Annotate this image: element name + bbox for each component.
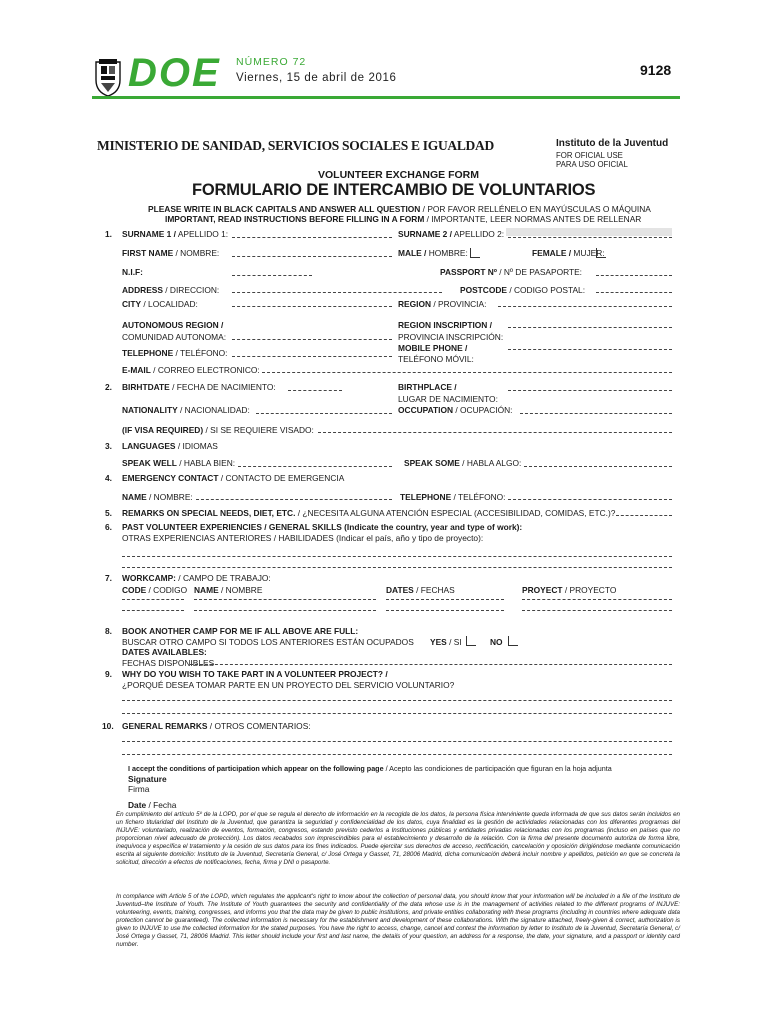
section-number-6: 6.	[105, 522, 112, 532]
date-label: Date / Fecha	[128, 800, 177, 810]
section-number-9: 9.	[105, 669, 112, 679]
general-remarks-line-2[interactable]	[122, 754, 672, 755]
signature-label: Signature	[128, 774, 167, 784]
official-use-es: PARA USO OFICIAL	[556, 160, 628, 169]
surname1-field[interactable]	[232, 237, 392, 238]
why-line-2[interactable]	[122, 713, 672, 714]
remarks-label: REMARKS ON SPECIAL NEEDS, DIET, ETC. / ¿NECESITA ALGUNA ATENCIÓN ESPECIAL (ACCESIBILIDAD, COMIDAS, ETC.)?	[122, 508, 616, 518]
speakwell-label: SPEAK WELL / HABLA BIEN:	[122, 458, 236, 468]
passport-label: PASSPORT Nº / Nº DE PASAPORTE:	[440, 267, 583, 277]
postcode-field[interactable]	[596, 292, 672, 293]
birthplace-label-es: LUGAR DE NACIMIENTO:	[398, 394, 498, 404]
dates-header: DATES / FECHAS	[386, 585, 455, 595]
form-title-es: FORMULARIO DE INTERCAMBIO DE VOLUNTARIOS	[192, 181, 596, 199]
city-label: CITY / LOCALIDAD:	[122, 299, 198, 309]
why-label-es: ¿PORQUÉ DESEA TOMAR PARTE EN UN PROYECTO DEL SERVICIO VOLUNTARIO?	[122, 680, 455, 690]
telephone-label: TELEPHONE / TELÉFONO:	[122, 348, 228, 358]
region-inscription-label-es: PROVINCIA INSCRIPCIÓN:	[398, 332, 504, 342]
workcamp-code-field-1[interactable]	[122, 599, 184, 600]
address-label: ADDRESS / DIRECCION:	[122, 285, 220, 295]
yes-checkbox[interactable]	[466, 636, 476, 646]
section-number-7: 7.	[105, 573, 112, 583]
dates-available-label: DATES AVAILABLES:	[122, 647, 207, 657]
past-experience-line-1[interactable]	[122, 556, 672, 557]
signature-label-es: Firma	[128, 784, 150, 794]
section-number-5: 5.	[105, 508, 112, 518]
section-number-2: 2.	[105, 382, 112, 392]
occupation-label: OCCUPATION / OCUPACIÓN:	[398, 405, 513, 415]
surname2-shade	[506, 228, 672, 236]
firstname-field[interactable]	[232, 256, 392, 257]
dates-available-field[interactable]	[190, 664, 672, 665]
workcamp-name-header: NAME / NOMBRE	[194, 585, 263, 595]
region-inscription-field[interactable]	[508, 327, 672, 328]
email-field[interactable]	[262, 372, 672, 373]
occupation-field[interactable]	[520, 413, 672, 414]
workcamp-name-field-2[interactable]	[194, 610, 376, 611]
nif-label: N.I.F:	[122, 267, 143, 277]
surname1-label: SURNAME 1 / APELLIDO 1:	[122, 229, 229, 239]
workcamp-dates-field-2[interactable]	[386, 610, 504, 611]
legal-text-es: En cumplimiento del artículo 5º de la LOPD, por el que se regula el derecho de información en la recogida de los datos, la persona física interviniente queda informada de que sus datos serán incluidos en un fichero titularidad del Instituto de la Juventud, que garantiza la seguridad y confidencialidad de los datos, cuya finalidad es la gestión de actividades relacionadas con los diferentes programas del INJUVE: voluntariado, realización de eventos, formación, congresos, estando previsto cederlos a Instituciones públicas y entidades privadas relacionadas con los programas (incluso en países que no proporcionan nivel adecuado de protección). Los datos recabados son imprescindibles para el establecimiento y desarrollo de la relación. Con la firma del presente documento autoriza de forma libre, inequívoca y específica el tratamiento y la cesión de sus datos para los fines indicados. Puede ejercitar sus derechos de acceso, rectificación, cancelación y oposición dirigiéndose mediante comunicación escrita al siguiente domicilio: Instituto de la Juventud, Secretaría General, c/ José Ortega y Gasset, 71, 28006 Madrid, dicha comunicación deberá incluir nombre y apellidos, petición en que se concreta la solicitud, dirección a efectos de notificaciones, fecha, firma y DNI o pasaporte.	[116, 811, 680, 867]
visa-label: (IF VISA REQUIRED) / SI SE REQUIERE VISADO:	[122, 425, 314, 435]
autonomous-region-label-es: COMUNIDAD AUTONOMA:	[122, 332, 227, 342]
city-field[interactable]	[232, 306, 392, 307]
section-number-8: 8.	[105, 626, 112, 636]
remarks-field[interactable]	[616, 515, 672, 516]
section-number-10: 10.	[102, 721, 114, 731]
autonomous-region-label: AUTONOMOUS REGION /	[122, 320, 224, 330]
form-title-en: VOLUNTEER EXCHANGE FORM	[318, 169, 480, 181]
no-label: NO	[490, 637, 503, 647]
general-remarks-line-1[interactable]	[122, 741, 672, 742]
issue-date: Viernes, 15 de abril de 2016	[236, 72, 397, 84]
surname2-field[interactable]	[508, 237, 672, 238]
mobile-label-es: TELÉFONO MÓVIL:	[398, 354, 474, 364]
passport-field[interactable]	[596, 275, 672, 276]
female-checkbox[interactable]	[596, 248, 606, 258]
female-label: FEMALE / MUJER:	[532, 248, 605, 258]
section-number-1: 1.	[105, 229, 112, 239]
birthdate-field[interactable]	[288, 390, 342, 391]
workcamp-project-field-1[interactable]	[522, 599, 672, 600]
workcamp-name-field-1[interactable]	[194, 599, 376, 600]
project-header: PROYECT / PROYECTO	[522, 585, 617, 595]
workcamp-code-field-2[interactable]	[122, 610, 184, 611]
speaksome-label: SPEAK SOME / HABLA ALGO:	[404, 458, 522, 468]
male-label: MALE / HOMBRE:	[398, 248, 468, 258]
coat-of-arms-icon	[92, 58, 124, 98]
telephone-field[interactable]	[232, 356, 392, 357]
official-use-en: FOR OFICIAL USE	[556, 151, 623, 160]
code-header: CODE / CODIGO	[122, 585, 188, 595]
instruction-1: PLEASE WRITE IN BLACK CAPITALS AND ANSWER ALL QUESTION / POR FAVOR RELLÉNELO EN MAYÚSCULAS O MÁQUINA	[148, 204, 651, 214]
doe-logo: DOE	[128, 51, 221, 95]
yes-label: YES / SI	[430, 637, 462, 647]
instruction-2: IMPORTANT, READ INSTRUCTIONS BEFORE FILLING IN A FORM / IMPORTANTE, LEER NORMAS ANTES DE RELLENAR	[165, 214, 642, 224]
male-checkbox[interactable]	[470, 248, 480, 258]
mobile-field[interactable]	[508, 349, 672, 350]
emergency-telephone-field[interactable]	[508, 499, 672, 500]
address-field[interactable]	[232, 292, 442, 293]
why-label: WHY DO YOU WISH TO TAKE PART IN A VOLUNTEER PROJECT? /	[122, 669, 388, 679]
dates-available-label-es: FECHAS DISPONIBLES	[122, 658, 215, 668]
past-experience-label-es: OTRAS EXPERIENCIAS ANTERIORES / HABILIDADES (Indicar el país, año y tipo de proyecto):	[122, 533, 484, 543]
surname2-label: SURNAME 2 / APELLIDO 2:	[398, 229, 505, 239]
emergency-label: EMERGENCY CONTACT / CONTACTO DE EMERGENCIA	[122, 473, 345, 483]
languages-label: LANGUAGES / IDIOMAS	[122, 441, 218, 451]
header-rule	[92, 96, 680, 99]
ministry-title: MINISTERIO DE SANIDAD, SERVICIOS SOCIALES E IGUALDAD	[97, 138, 494, 153]
birthplace-label: BIRTHPLACE /	[398, 382, 457, 392]
section-number-3: 3.	[105, 441, 112, 451]
workcamp-dates-field-1[interactable]	[386, 599, 504, 600]
workcamp-label: WORKCAMP: / CAMPO DE TRABAJO:	[122, 573, 271, 583]
region-label: REGION / PROVINCIA:	[398, 299, 487, 309]
page-number: 9128	[640, 62, 672, 78]
postcode-label: POSTCODE / CODIGO POSTAL:	[460, 285, 586, 295]
nationality-label: NATIONALITY / NACIONALIDAD:	[122, 405, 250, 415]
emergency-name-label: NAME / NOMBRE:	[122, 492, 193, 502]
speakwell-field[interactable]	[238, 466, 392, 467]
emergency-name-field[interactable]	[196, 499, 392, 500]
nif-field[interactable]	[232, 275, 312, 276]
accept-conditions: I accept the conditions of participation which appear on the following page / Acepto las condiciones de participación que figuran en la hoja adjunta	[128, 764, 612, 773]
birthplace-field[interactable]	[508, 390, 672, 391]
nationality-field[interactable]	[256, 413, 392, 414]
mobile-label: MOBILE PHONE /	[398, 343, 468, 353]
visa-field[interactable]	[318, 432, 672, 433]
general-remarks-label: GENERAL REMARKS / OTROS COMENTARIOS:	[122, 721, 311, 731]
workcamp-project-field-2[interactable]	[522, 610, 672, 611]
legal-text-en: In compliance with Article 5 of the LOPD, which regulates the applicant's right to know about the collection of personal data, you should know that your information will be included in a file of the Instituto de Juventud–the Institute of Youth. The Institute of Youth guarantees the security and confidentiality of the data whose use is in the management of activities related to the different programs of INJUVE: volunteering, events, training, congresses, and informs you that the data may be given to public institutions, and private entities collaborating with these programs (including in countries where adequate data protection cannot be guaranteed). The collected information is necessary for the establishment and development of these collaborations. With the signature attached, freely-given & correct, authorization is given to INJUVE to use the collected information for the stated purposes. You have the right to access, change, cancel and contest the information by letter to Instituto de la Juventud, Secretaría General, c/ José Ortega y Gasset, 71, 28006 Madrid. This letter should include your first and last name, the details of your question, an address for a response, the date, your signature, and a passport or identity card number.	[116, 893, 680, 949]
speaksome-field[interactable]	[524, 466, 672, 467]
region-field[interactable]	[498, 306, 672, 307]
email-label: E-MAIL / CORREO ELECTRONICO:	[122, 365, 260, 375]
region-inscription-label: REGION INSCRIPTION /	[398, 320, 492, 330]
past-experience-label: PAST VOLUNTEER EXPERIENCIES / GENERAL SKILLS (Indicate the country, year and type of work):	[122, 522, 523, 532]
firstname-label: FIRST NAME / NOMBRE:	[122, 248, 220, 258]
issue-number: NÚMERO 72	[236, 56, 307, 68]
book-another-label: BOOK ANOTHER CAMP FOR ME IF ALL ABOVE ARE FULL:	[122, 626, 359, 636]
book-another-label-es: BUSCAR OTRO CAMPO SI TODOS LOS ANTERIORES ESTÁN OCUPADOS	[122, 637, 414, 647]
why-line-1[interactable]	[122, 700, 672, 701]
past-experience-line-2[interactable]	[122, 567, 672, 568]
no-checkbox[interactable]	[508, 636, 518, 646]
birthdate-label: BIRHTDATE / FECHA DE NACIMIENTO:	[122, 382, 276, 392]
section-number-4: 4.	[105, 473, 112, 483]
institute-name: Instituto de la Juventud	[556, 138, 669, 149]
autonomous-region-field[interactable]	[232, 339, 392, 340]
emergency-telephone-label: TELEPHONE / TELÉFONO:	[400, 492, 506, 502]
